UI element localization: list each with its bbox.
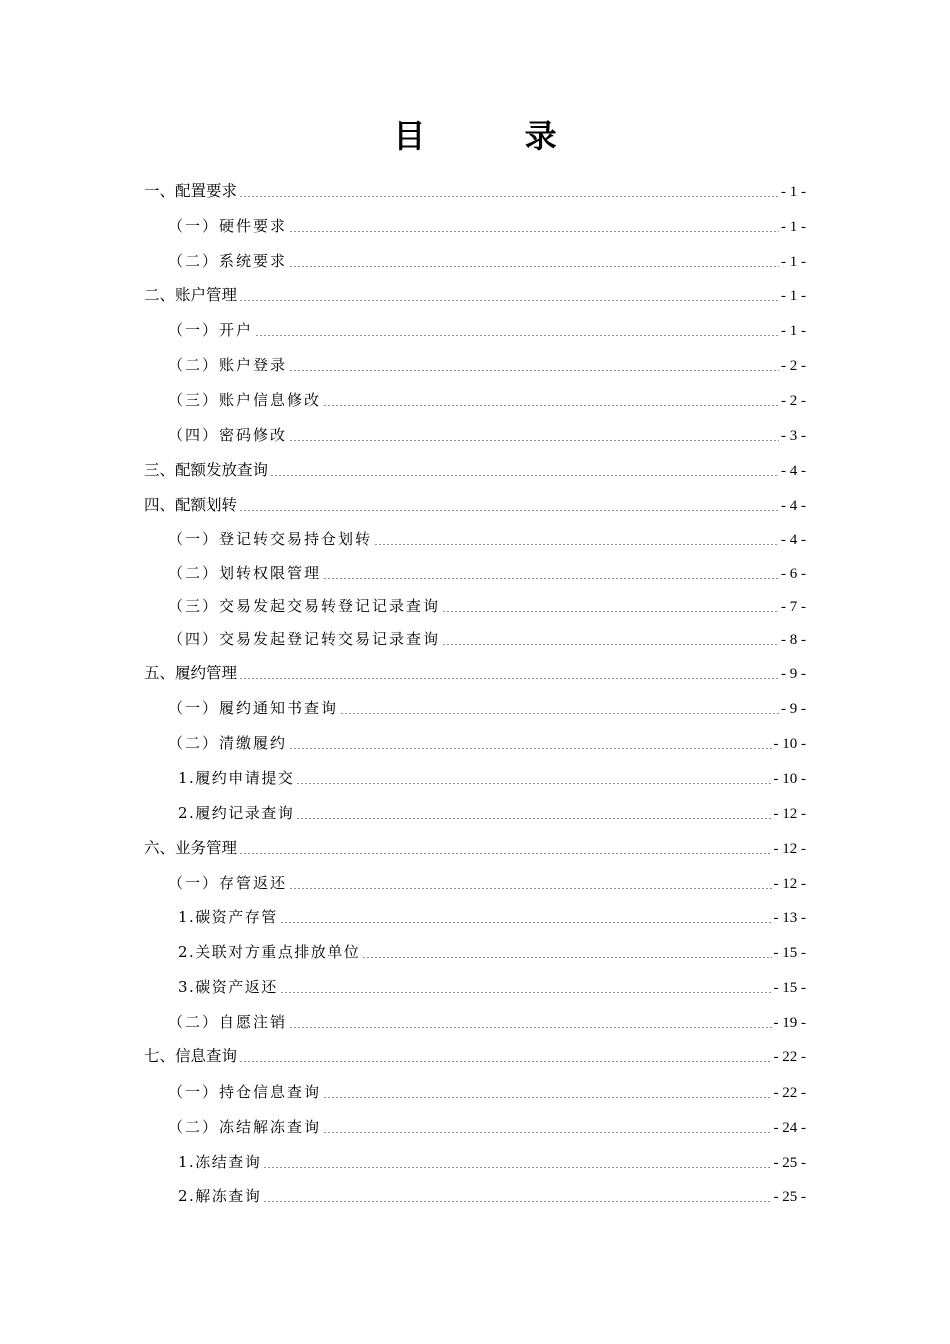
toc-entry-page-number: - 15 -: [773, 945, 806, 961]
toc-entry-page-number: - 1 -: [781, 288, 806, 304]
toc-entry[interactable]: [178, 906, 806, 929]
dot-leader: [289, 748, 771, 749]
toc-entry-label: （一）开户: [168, 321, 254, 339]
toc-entry-label: （一）履约通知书查询: [168, 699, 339, 717]
toc-entry[interactable]: [168, 732, 806, 755]
dot-leader: [289, 266, 779, 267]
toc-entry[interactable]: [178, 1151, 806, 1174]
toc-entry-page-number: - 6 -: [781, 566, 806, 582]
toc-entry-page-number: - 22 -: [773, 1085, 806, 1101]
toc-entry[interactable]: [168, 354, 806, 377]
toc-entry[interactable]: [168, 215, 806, 238]
toc-entry-label: 1.冻结查询: [178, 1153, 262, 1171]
toc-entry-label: （四）密码修改: [168, 426, 288, 444]
toc-entry[interactable]: [168, 1116, 806, 1139]
toc-entry-page-number: - 1 -: [781, 254, 806, 270]
dot-leader: [323, 578, 779, 579]
toc-entry[interactable]: [178, 1185, 806, 1208]
toc-entry-label: 三、配额发放查询: [144, 461, 269, 479]
dot-leader: [239, 196, 779, 197]
toc-entry-label: （一）硬件要求: [168, 217, 288, 235]
toc-entry-label: 2.解冻查询: [178, 1187, 262, 1205]
toc-entry-label: （一）存管返还: [168, 874, 288, 892]
dot-leader: [323, 1132, 771, 1133]
toc-entry-label: （三）账户信息修改: [168, 391, 322, 409]
toc-entry-page-number: - 4 -: [781, 498, 806, 514]
toc-entry-label: 2.履约记录查询: [178, 804, 295, 822]
toc-entry-page-number: - 22 -: [773, 1049, 806, 1065]
dot-leader: [289, 231, 779, 232]
toc-entry-label: 1.碳资产存管: [178, 908, 278, 926]
toc-entry[interactable]: [168, 697, 806, 720]
toc-entry[interactable]: [168, 872, 806, 895]
toc-entry-page-number: - 1 -: [781, 219, 806, 235]
toc-entry-label: （二）账户登录: [168, 356, 288, 374]
toc-entry[interactable]: [168, 528, 806, 551]
toc-entry-label: 四、配额划转: [144, 496, 238, 514]
toc-entry[interactable]: [144, 662, 806, 685]
toc-entry-page-number: - 8 -: [781, 632, 806, 648]
toc-entry[interactable]: [168, 250, 806, 273]
toc-entry-page-number: - 9 -: [781, 701, 806, 717]
toc-entry-label: 1.履约申请提交: [178, 769, 295, 787]
toc-entry-label: （一）持仓信息查询: [168, 1083, 322, 1101]
toc-entry[interactable]: [144, 1045, 806, 1068]
toc-entry[interactable]: [178, 941, 806, 964]
toc-entry-label: （一）登记转交易持仓划转: [168, 530, 373, 548]
dot-leader: [270, 475, 779, 476]
toc-entry[interactable]: [178, 976, 806, 999]
toc-entry-page-number: - 12 -: [773, 876, 806, 892]
toc-entry-label: 二、账户管理: [144, 286, 238, 304]
dot-leader: [239, 678, 779, 679]
toc-entry-label: 五、履约管理: [144, 664, 238, 682]
toc-entry[interactable]: [168, 628, 806, 651]
toc-entry-page-number: - 2 -: [781, 393, 806, 409]
toc-entry-label: 3.碳资产返还: [178, 978, 278, 996]
dot-leader: [280, 992, 772, 993]
dot-leader: [442, 611, 779, 612]
dot-leader: [289, 370, 779, 371]
toc-entry-page-number: - 4 -: [781, 532, 806, 548]
toc-entry-label: 七、信息查询: [144, 1047, 238, 1065]
toc-entry[interactable]: [168, 595, 806, 618]
toc-entry[interactable]: [144, 180, 806, 203]
toc-entry-page-number: - 3 -: [781, 428, 806, 444]
toc-entry-page-number: - 13 -: [773, 910, 806, 926]
dot-leader: [442, 644, 779, 645]
toc-entry-page-number: - 9 -: [781, 666, 806, 682]
dot-leader: [239, 300, 779, 301]
toc-entry-label: （二）清缴履约: [168, 734, 288, 752]
dot-leader: [239, 1061, 771, 1062]
toc-entry-page-number: - 12 -: [773, 806, 806, 822]
dot-leader: [340, 713, 779, 714]
toc-entry-label: （四）交易发起登记转交易记录查询: [168, 630, 441, 648]
dot-leader: [280, 922, 772, 923]
toc-entry-label: 六、业务管理: [144, 839, 238, 857]
toc-entry-label: （二）冻结解冻查询: [168, 1118, 322, 1136]
toc-entry[interactable]: [168, 1081, 806, 1104]
toc-entry-page-number: - 24 -: [773, 1120, 806, 1136]
toc-entry-page-number: - 1 -: [781, 323, 806, 339]
toc-entry[interactable]: [168, 424, 806, 447]
toc-entry[interactable]: [168, 1011, 806, 1034]
toc-entry-page-number: - 25 -: [773, 1189, 806, 1205]
dot-leader: [239, 510, 779, 511]
toc-entry-label: （二）自愿注销: [168, 1013, 288, 1031]
dot-leader: [296, 783, 771, 784]
dot-leader: [362, 957, 771, 958]
dot-leader: [374, 544, 779, 545]
toc-entry[interactable]: [144, 284, 806, 307]
toc-entry[interactable]: [178, 802, 806, 825]
page-title: 目 录: [393, 117, 601, 155]
dot-leader: [289, 440, 779, 441]
dot-leader: [323, 1097, 771, 1098]
toc-entry-page-number: - 2 -: [781, 358, 806, 374]
dot-leader: [263, 1167, 771, 1168]
dot-leader: [263, 1201, 771, 1202]
toc-entry[interactable]: [144, 494, 806, 517]
toc-entry-label: 一、配置要求: [144, 182, 238, 200]
dot-leader: [289, 888, 771, 889]
toc-entry-label: （二）系统要求: [168, 252, 288, 270]
dot-leader: [296, 818, 771, 819]
toc-entry[interactable]: [168, 319, 806, 342]
toc-entry-page-number: - 19 -: [773, 1015, 806, 1031]
toc-entry-page-number: - 10 -: [773, 771, 806, 787]
toc-entry-page-number: - 1 -: [781, 184, 806, 200]
dot-leader: [323, 405, 779, 406]
dot-leader: [289, 1027, 771, 1028]
dot-leader: [255, 335, 779, 336]
toc-entry[interactable]: [168, 562, 806, 585]
toc-entry-page-number: - 7 -: [781, 599, 806, 615]
toc-entry-page-number: - 15 -: [773, 980, 806, 996]
toc-entry[interactable]: [144, 459, 806, 482]
toc-entry-page-number: - 4 -: [781, 463, 806, 479]
toc-entry-label: 2.关联对方重点排放单位: [178, 943, 361, 961]
toc-entry[interactable]: [144, 837, 806, 860]
toc-entry-page-number: - 25 -: [773, 1155, 806, 1171]
toc-entry-page-number: - 10 -: [773, 736, 806, 752]
dot-leader: [239, 853, 771, 854]
toc-entry-page-number: - 12 -: [773, 841, 806, 857]
toc-entry-label: （二）划转权限管理: [168, 564, 322, 582]
toc-entry[interactable]: [168, 389, 806, 412]
toc-entry[interactable]: [178, 767, 806, 790]
toc-entry-label: （三）交易发起交易转登记记录查询: [168, 597, 441, 615]
